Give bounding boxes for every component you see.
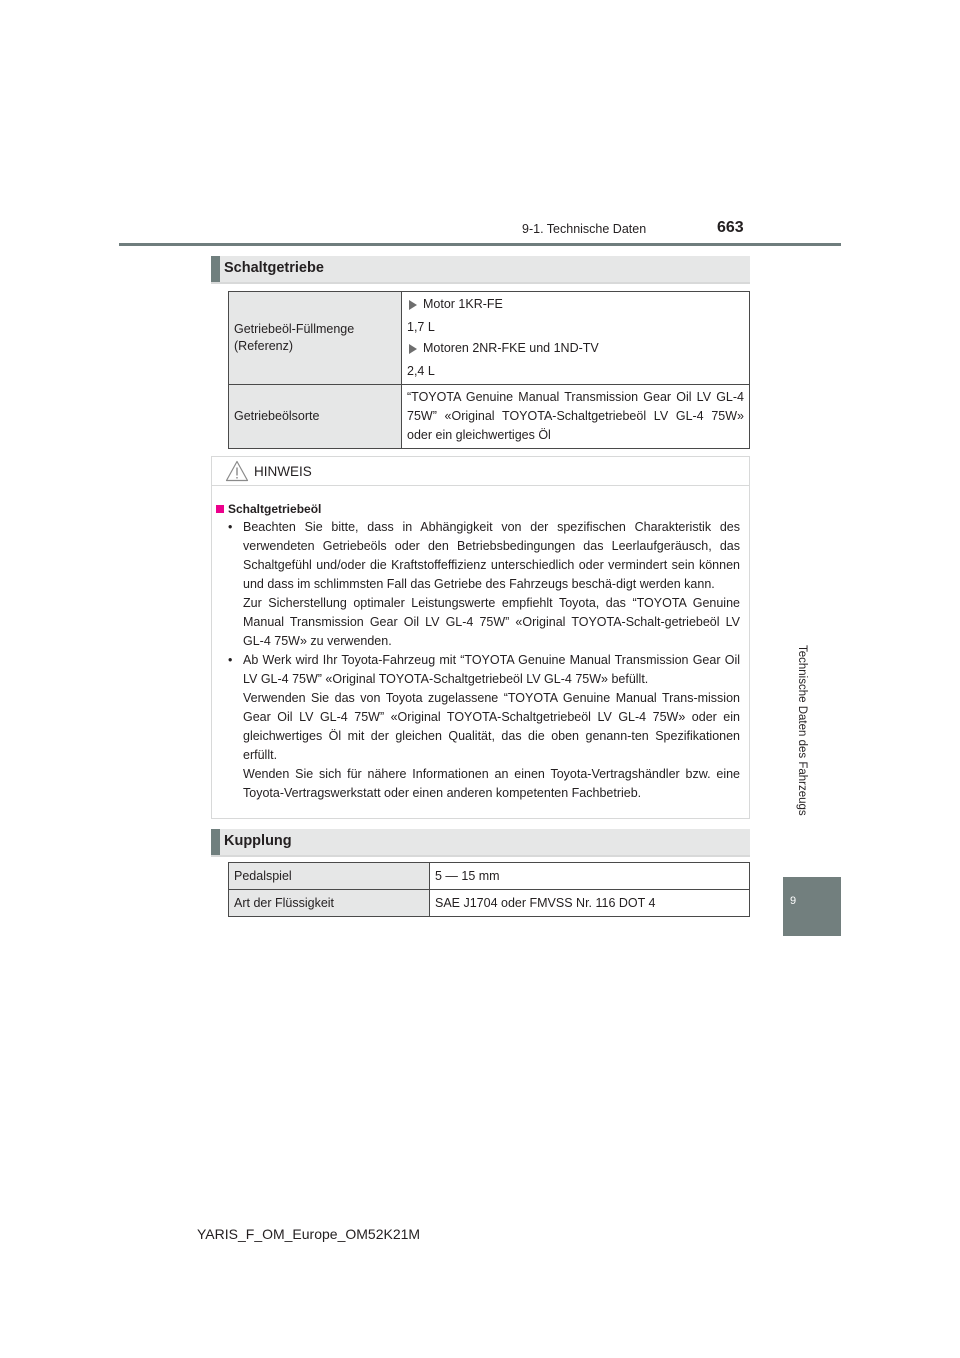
- footer-doc-id: YARIS_F_OM_Europe_OM52K21M: [197, 1226, 421, 1242]
- notice-paragraph: Zur Sicherstellung optimaler Leistungswerte empfiehlt Toyota, das “TOYOTA Genuine Manual Transmission Gear Oil LV GL-4 75W” «Original TOYOTA-Schalt-getriebeöl LV GL-4 75W» zu verwenden.: [243, 596, 740, 648]
- table-row: [229, 863, 750, 890]
- engine-line: [407, 295, 744, 314]
- table-row: [229, 890, 750, 917]
- oil-amount: 1,7 L: [407, 320, 435, 334]
- engine-line: [407, 339, 744, 358]
- table-cell-label: Art der Flüssigkeit: [229, 890, 430, 917]
- warning-icon: [225, 460, 249, 482]
- oil-amount: 2,4 L: [407, 364, 435, 378]
- heading-schaltgetriebe: [211, 256, 750, 282]
- heading-underline: [211, 855, 750, 857]
- table-cell-label: Pedalspiel: [229, 863, 430, 890]
- notice-bullet: [228, 651, 740, 803]
- kupplung-table: [228, 862, 750, 917]
- header-rule: [119, 243, 841, 246]
- notice-paragraph: Ab Werk wird Ihr Toyota-Fahrzeug mit “TOYOTA Genuine Manual Transmission Gear Oil LV GL-4 75W” «Original TOYOTA-Schaltgetriebeöl LV GL-4 75W» befüllt.: [243, 653, 740, 686]
- heading-schaltgetriebe-text: Schaltgetriebe: [224, 260, 324, 276]
- heading-underline: [211, 282, 750, 284]
- engine-name: Motoren 2NR-FKE und 1ND-TV: [423, 341, 599, 355]
- notice-subheading-text: Schaltgetriebeöl: [228, 502, 322, 516]
- heading-kupplung-text: Kupplung: [224, 833, 292, 849]
- section-title: 9-1. Technische Daten: [522, 222, 647, 236]
- table-row: [229, 292, 750, 385]
- heading-kupplung: [211, 829, 750, 855]
- side-tab-label: Technische Daten des Fahrzeugs: [796, 645, 808, 816]
- notice-paragraph: Wenden Sie sich für nähere Informationen an einen Toyota-Vertragshändler bzw. eine Toyota-Vertragswerkstatt oder einen anderen kompetenten Fachbetrieb.: [243, 767, 740, 800]
- engine-name: Motor 1KR-FE: [423, 297, 503, 311]
- side-tab-chapter-number: 9: [790, 895, 797, 907]
- page-number: 663: [717, 219, 744, 236]
- bullet-dot-icon: •: [228, 653, 233, 667]
- table-cell-label: Getriebeöl-Füllmenge (Referenz): [229, 292, 402, 385]
- notice-subheading: [216, 502, 321, 516]
- notice-paragraph: Beachten Sie bitte, dass in Abhängigkeit von der spezifischen Charakteristik des verwendeten Getriebeöls oder den Betriebsbedingungen das Leerlaufgeräusch, das Schaltgefühl und/oder die Kraftstoffeffizienz unterschiedlich oder vermindert sein können und dass im schlimmsten Fall das Getriebe des Fahrzeugs beschä-digt werden kann.: [243, 520, 740, 591]
- arrow-right-icon: [409, 300, 417, 310]
- square-bullet-icon: [216, 505, 224, 513]
- bullet-dot-icon: •: [228, 520, 233, 534]
- table-row: [229, 385, 750, 449]
- notice-bullet: [228, 518, 740, 651]
- schaltgetriebe-table: [228, 291, 750, 449]
- table-cell-value: 5 — 15 mm: [430, 863, 750, 890]
- table-cell-value: [402, 292, 750, 385]
- notice-header: [212, 457, 749, 486]
- table-cell-value: SAE J1704 oder FMVSS Nr. 116 DOT 4: [430, 890, 750, 917]
- table-cell-value: “TOYOTA Genuine Manual Transmission Gear Oil LV GL-4 75W” «Original TOYOTA-Schaltgetriebeöl LV GL-4 75W» oder ein gleichwertiges Öl: [402, 385, 750, 449]
- notice-body: [228, 518, 740, 803]
- arrow-right-icon: [409, 344, 417, 354]
- notice-title: HINWEIS: [254, 464, 312, 479]
- notice-paragraph: Verwenden Sie das von Toyota zugelassene “TOYOTA Genuine Manual Trans-mission Gear Oil LV GL-4 75W” «Original TOYOTA-Schaltgetriebeöl LV GL-4 75W» oder ein gleichwertiges Öl mit der gleichen Qualität, das die oben genann-ten Spezifikationen erfüllt.: [243, 691, 740, 762]
- table-cell-label: Getriebeölsorte: [229, 385, 402, 449]
- notice-box: [211, 456, 750, 819]
